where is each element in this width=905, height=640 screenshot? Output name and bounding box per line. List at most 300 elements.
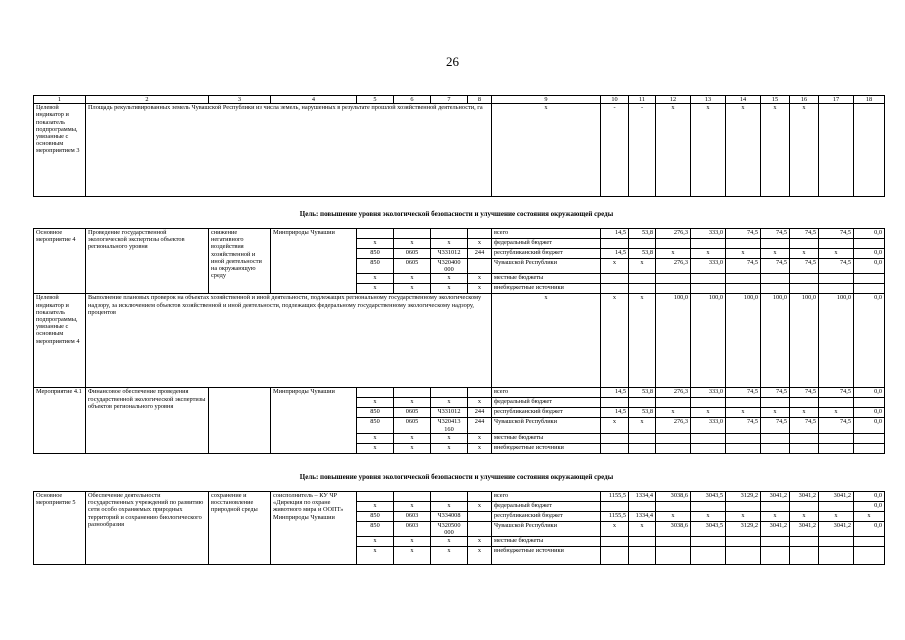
amount-cell <box>726 239 761 249</box>
header-cell: 15 <box>761 96 790 104</box>
amount-cell <box>601 433 629 443</box>
page-number: 26 <box>446 54 459 69</box>
budget-code-cell: 244 <box>468 408 492 418</box>
budget-code-cell <box>468 512 492 522</box>
amount-cell <box>790 537 819 547</box>
table-measure-4 <box>33 228 885 454</box>
header-cell: 4 <box>271 96 357 104</box>
funding-source: республиканский бюджет <box>492 249 601 259</box>
budget-code-cell <box>394 388 431 398</box>
header-row <box>34 96 885 104</box>
amount-cell: x <box>656 249 691 259</box>
amount-cell <box>726 274 761 284</box>
amount-cell <box>656 537 691 547</box>
amount-cell <box>656 433 691 443</box>
finance-row <box>34 492 885 502</box>
budget-code-cell: x <box>357 502 394 512</box>
amount-cell <box>691 239 726 249</box>
amount-cell <box>691 284 726 294</box>
finance-row <box>34 388 885 398</box>
funding-source: федеральный бюджет <box>492 398 601 408</box>
budget-code-cell: x <box>468 502 492 512</box>
indicator-3-value: - <box>601 104 629 197</box>
amount-cell: 74,5 <box>790 418 819 433</box>
amount-cell <box>761 537 790 547</box>
budget-code-cell: x <box>468 537 492 547</box>
amount-cell: 3038,6 <box>656 492 691 502</box>
amount-cell <box>819 239 854 249</box>
funding-source: Чувашской Республики <box>492 418 601 433</box>
amount-cell <box>790 274 819 284</box>
header-cell: 17 <box>819 96 854 104</box>
measure-result <box>209 388 271 453</box>
budget-code-cell: x <box>357 443 394 453</box>
amount-cell <box>854 274 885 284</box>
indicator-4-value: 100,0 <box>790 294 819 388</box>
table-measure-5 <box>33 491 885 565</box>
indicator-3-value: x <box>761 104 790 197</box>
amount-cell <box>790 284 819 294</box>
budget-code-cell: 0605 <box>394 249 431 259</box>
amount-cell: 0,0 <box>854 418 885 433</box>
amount-cell <box>726 547 761 565</box>
header-cell: 10 <box>601 96 629 104</box>
amount-cell <box>790 398 819 408</box>
amount-cell <box>601 239 629 249</box>
budget-code-cell: x <box>431 398 468 408</box>
amount-cell: x <box>761 408 790 418</box>
funding-source: всего <box>492 229 601 239</box>
amount-cell <box>854 398 885 408</box>
indicator-4-value: 100,0 <box>819 294 854 388</box>
budget-code-cell: x <box>468 284 492 294</box>
indicator-3-value <box>854 104 885 197</box>
amount-cell: 3041,2 <box>790 522 819 537</box>
amount-cell: 53,8 <box>629 408 656 418</box>
budget-code-cell: x <box>394 239 431 249</box>
header-cell: 6 <box>394 96 431 104</box>
measure-type: Основное мероприятие 5 <box>34 492 86 565</box>
funding-source: внебюджетные источники <box>492 284 601 294</box>
budget-code-cell: 850 <box>357 522 394 537</box>
amount-cell <box>854 547 885 565</box>
amount-cell <box>790 502 819 512</box>
funding-source: местные бюджеты <box>492 274 601 284</box>
measure-result: сохранение и восстановление природной среды <box>209 492 271 565</box>
budget-code-cell: 0603 <box>394 522 431 537</box>
header-cell: 18 <box>854 96 885 104</box>
funding-source: федеральный бюджет <box>492 502 601 512</box>
amount-cell: 0,0 <box>854 229 885 239</box>
budget-code-cell: 244 <box>468 249 492 259</box>
amount-cell <box>761 398 790 408</box>
header-cell: 14 <box>726 96 761 104</box>
indicator-4-name: Выполнение плановых проверок на объектах хозяйственной и иной деятельности, подлежащих региональному государственному экологическому надзору, за исключением объектов хозяйственной и иной деятельности, подлежащих федеральному государственному экологическому надзору, процентов <box>86 294 492 388</box>
header-cell: 2 <box>86 96 209 104</box>
amount-cell: x <box>726 512 761 522</box>
amount-cell <box>656 502 691 512</box>
amount-cell <box>691 443 726 453</box>
budget-code-cell: Ч331012 <box>431 249 468 259</box>
amount-cell <box>726 398 761 408</box>
amount-cell <box>819 443 854 453</box>
table-indicator-3 <box>33 95 885 197</box>
amount-cell <box>854 239 885 249</box>
amount-cell: x <box>601 418 629 433</box>
funding-source: всего <box>492 492 601 502</box>
finance-row <box>34 229 885 239</box>
budget-code-cell: x <box>431 274 468 284</box>
indicator-4-type: Целевой индикатор и показатель подпрограммы, увязанные с основным мероприятием 4 <box>34 294 86 388</box>
amount-cell <box>629 274 656 284</box>
amount-cell <box>790 443 819 453</box>
amount-cell <box>656 274 691 284</box>
funding-source: внебюджетные источники <box>492 547 601 565</box>
budget-code-cell <box>468 492 492 502</box>
header-cell: 11 <box>629 96 656 104</box>
indicator-3-col9: x <box>492 104 601 197</box>
budget-code-cell: Ч331012 <box>431 408 468 418</box>
budget-code-cell: 850 <box>357 418 394 433</box>
budget-code-cell: x <box>394 502 431 512</box>
amount-cell: 0,0 <box>854 388 885 398</box>
amount-cell: x <box>629 259 656 274</box>
amount-cell: x <box>726 408 761 418</box>
budget-code-cell: x <box>394 284 431 294</box>
budget-code-cell: x <box>394 537 431 547</box>
budget-code-cell: x <box>468 239 492 249</box>
funding-source: местные бюджеты <box>492 433 601 443</box>
amount-cell: x <box>656 512 691 522</box>
amount-cell <box>629 443 656 453</box>
amount-cell <box>854 443 885 453</box>
budget-code-cell: x <box>394 443 431 453</box>
amount-cell: 14,5 <box>601 408 629 418</box>
indicator-3-value: - <box>629 104 656 197</box>
amount-cell: 1334,4 <box>629 512 656 522</box>
budget-code-cell: x <box>394 547 431 565</box>
budget-code-cell: 850 <box>357 408 394 418</box>
amount-cell: 74,5 <box>790 229 819 239</box>
amount-cell: 74,5 <box>790 388 819 398</box>
budget-code-cell <box>431 492 468 502</box>
funding-source: внебюджетные источники <box>492 443 601 453</box>
amount-cell <box>691 274 726 284</box>
amount-cell <box>761 284 790 294</box>
budget-code-cell <box>468 229 492 239</box>
measure-executor: Минприроды Чувашии <box>271 229 357 294</box>
amount-cell <box>691 537 726 547</box>
budget-code-cell: x <box>357 547 394 565</box>
amount-cell: 3129,2 <box>726 522 761 537</box>
header-cell: 5 <box>357 96 394 104</box>
amount-cell: 74,5 <box>819 418 854 433</box>
amount-cell <box>790 433 819 443</box>
funding-source: всего <box>492 388 601 398</box>
amount-cell: 3041,2 <box>819 522 854 537</box>
budget-code-cell: x <box>431 433 468 443</box>
amount-cell: 3043,5 <box>691 522 726 537</box>
measure-41-rows <box>34 388 885 453</box>
amount-cell <box>819 398 854 408</box>
amount-cell <box>601 274 629 284</box>
amount-cell <box>629 502 656 512</box>
amount-cell: 74,5 <box>761 418 790 433</box>
amount-cell <box>656 284 691 294</box>
header-cell: 9 <box>492 96 601 104</box>
header-cell: 1 <box>34 96 86 104</box>
amount-cell: 53,8 <box>629 249 656 259</box>
budget-code-cell: 0605 <box>394 418 431 433</box>
amount-cell: 14,5 <box>601 249 629 259</box>
indicator-4-value: 100,0 <box>726 294 761 388</box>
amount-cell <box>656 443 691 453</box>
amount-cell: x <box>656 408 691 418</box>
header-cell: 16 <box>790 96 819 104</box>
budget-code-cell <box>468 259 492 274</box>
amount-cell: 74,5 <box>726 259 761 274</box>
budget-code-cell: Ч320413 160 <box>431 418 468 433</box>
budget-code-cell: x <box>357 284 394 294</box>
amount-cell <box>601 502 629 512</box>
budget-code-cell: x <box>394 274 431 284</box>
indicator-3-value: x <box>691 104 726 197</box>
amount-cell <box>601 398 629 408</box>
indicator-4-value: 100,0 <box>691 294 726 388</box>
measure-executor: Минприроды Чувашии <box>271 388 357 453</box>
amount-cell <box>601 547 629 565</box>
budget-code-cell <box>468 388 492 398</box>
indicator-3-value: x <box>726 104 761 197</box>
amount-cell: 3043,5 <box>691 492 726 502</box>
budget-code-cell: x <box>468 443 492 453</box>
budget-code-cell: x <box>468 547 492 565</box>
indicator-4-value: x <box>629 294 656 388</box>
header-cell: 7 <box>431 96 468 104</box>
amount-cell: x <box>790 512 819 522</box>
budget-code-cell: x <box>357 239 394 249</box>
amount-cell <box>819 502 854 512</box>
measure-type: Мероприятие 4.1 <box>34 388 86 453</box>
amount-cell: 276,3 <box>656 259 691 274</box>
budget-code-cell: x <box>357 433 394 443</box>
goal-heading: Цель: повышение уровня экологической безопасности и улучшение состояния окружающей среды <box>299 210 614 218</box>
amount-cell <box>629 537 656 547</box>
amount-cell: 53,8 <box>629 229 656 239</box>
amount-cell: 74,5 <box>819 259 854 274</box>
amount-cell: x <box>819 249 854 259</box>
budget-code-cell: Ч320400 000 <box>431 259 468 274</box>
amount-cell <box>819 537 854 547</box>
amount-cell: 3041,2 <box>761 492 790 502</box>
amount-cell: x <box>726 249 761 259</box>
budget-code-cell: 0605 <box>394 259 431 274</box>
amount-cell: 0,0 <box>854 259 885 274</box>
budget-code-cell: x <box>431 537 468 547</box>
amount-cell <box>629 398 656 408</box>
amount-cell: 1155,5 <box>601 512 629 522</box>
indicator-3-value: x <box>656 104 691 197</box>
measure-executor: соисполнитель – КУ ЧР «Дирекция по охране животного мира и ООПТ» Минприроды Чувашии <box>271 492 357 565</box>
budget-code-cell: x <box>431 239 468 249</box>
measure-4-rows <box>34 229 885 294</box>
amount-cell <box>629 284 656 294</box>
budget-code-cell: x <box>357 398 394 408</box>
amount-cell: 333,0 <box>691 418 726 433</box>
amount-cell <box>761 433 790 443</box>
amount-cell: 333,0 <box>691 259 726 274</box>
measure-name: Проведение государственной экологической экспертизы объектов регионального уровня <box>86 229 209 294</box>
budget-code-cell: 850 <box>357 249 394 259</box>
budget-code-cell: x <box>431 284 468 294</box>
budget-code-cell <box>394 492 431 502</box>
measure-result: снижение негативного воздействия хозяйственной и иной деятельности на окружающую среду <box>209 229 271 294</box>
amount-cell <box>854 537 885 547</box>
amount-cell: 74,5 <box>761 259 790 274</box>
amount-cell <box>629 239 656 249</box>
amount-cell <box>726 433 761 443</box>
amount-cell: 276,3 <box>656 229 691 239</box>
amount-cell <box>601 284 629 294</box>
indicator-4-value: 100,0 <box>761 294 790 388</box>
budget-code-cell: x <box>431 502 468 512</box>
indicator-4-col9: x <box>492 294 601 388</box>
amount-cell <box>691 433 726 443</box>
budget-code-cell: 0605 <box>394 408 431 418</box>
budget-code-cell: x <box>394 398 431 408</box>
budget-code-cell <box>357 388 394 398</box>
amount-cell <box>819 284 854 294</box>
amount-cell <box>854 433 885 443</box>
header-cell: 8 <box>468 96 492 104</box>
amount-cell <box>691 502 726 512</box>
amount-cell: x <box>601 522 629 537</box>
amount-cell: 3041,2 <box>761 522 790 537</box>
budget-code-cell: x <box>357 537 394 547</box>
amount-cell: 333,0 <box>691 388 726 398</box>
amount-cell <box>656 239 691 249</box>
budget-code-cell: 850 <box>357 512 394 522</box>
amount-cell: x <box>819 408 854 418</box>
amount-cell: x <box>691 249 726 259</box>
measure-name: Финансовое обеспечение проведения государственной экологической экспертизы объектов регионального уровня <box>86 388 209 453</box>
funding-source: республиканский бюджет <box>492 512 601 522</box>
amount-cell: 74,5 <box>819 229 854 239</box>
amount-cell <box>761 239 790 249</box>
header-cell: 12 <box>656 96 691 104</box>
budget-code-cell: x <box>357 274 394 284</box>
amount-cell: 3041,2 <box>819 492 854 502</box>
amount-cell <box>726 502 761 512</box>
amount-cell <box>656 398 691 408</box>
indicator-3-value: x <box>790 104 819 197</box>
amount-cell <box>726 537 761 547</box>
budget-code-cell <box>431 388 468 398</box>
amount-cell: 74,5 <box>761 229 790 239</box>
amount-cell <box>629 433 656 443</box>
amount-cell: 74,5 <box>726 418 761 433</box>
budget-code-cell: x <box>431 547 468 565</box>
amount-cell: x <box>691 512 726 522</box>
funding-source: республиканский бюджет <box>492 408 601 418</box>
amount-cell: x <box>691 408 726 418</box>
amount-cell: 53,8 <box>629 388 656 398</box>
amount-cell: 3038,6 <box>656 522 691 537</box>
goal-heading: Цель: повышение уровня экологической безопасности и улучшение состояния окружающей среды <box>299 473 614 481</box>
budget-code-cell <box>357 229 394 239</box>
indicator-3-value <box>819 104 854 197</box>
budget-code-cell: x <box>468 274 492 284</box>
amount-cell: 0,0 <box>854 522 885 537</box>
amount-cell: x <box>601 259 629 274</box>
amount-cell: 74,5 <box>761 388 790 398</box>
amount-cell: 14,5 <box>601 388 629 398</box>
amount-cell: 1155,5 <box>601 492 629 502</box>
measure-name: Обеспечение деятельности государственных учреждений по развитию сети особо охраняемых природных территорий и сохранению биологического разнообразия <box>86 492 209 565</box>
amount-cell <box>601 443 629 453</box>
amount-cell: 276,3 <box>656 388 691 398</box>
amount-cell <box>854 284 885 294</box>
indicator-4-value: 0,0 <box>854 294 885 388</box>
measure-type: Основное мероприятие 4 <box>34 229 86 294</box>
indicator-4-value: 100,0 <box>656 294 691 388</box>
budget-code-cell: 0603 <box>394 512 431 522</box>
indicator-4-value: x <box>601 294 629 388</box>
amount-cell <box>656 547 691 565</box>
amount-cell: 14,5 <box>601 229 629 239</box>
amount-cell: 74,5 <box>726 388 761 398</box>
indicator-4-row <box>34 294 885 388</box>
amount-cell <box>761 502 790 512</box>
funding-source: Чувашской Республики <box>492 522 601 537</box>
amount-cell: x <box>629 418 656 433</box>
indicator-3-type: Целевой индикатор и показатель подпрограммы, увязанные с основным мероприятием 3 <box>34 104 86 197</box>
amount-cell <box>761 547 790 565</box>
header-cell: 13 <box>691 96 726 104</box>
amount-cell <box>790 239 819 249</box>
funding-source: федеральный бюджет <box>492 239 601 249</box>
budget-code-cell <box>394 229 431 239</box>
funding-source: местные бюджеты <box>492 537 601 547</box>
amount-cell: 3041,2 <box>790 492 819 502</box>
budget-code-cell: Ч334008 <box>431 512 468 522</box>
amount-cell: x <box>819 512 854 522</box>
budget-code-cell: x <box>468 398 492 408</box>
amount-cell: 333,0 <box>691 229 726 239</box>
amount-cell: 74,5 <box>819 388 854 398</box>
amount-cell: x <box>629 522 656 537</box>
budget-code-cell <box>468 522 492 537</box>
amount-cell <box>761 443 790 453</box>
amount-cell: 1334,4 <box>629 492 656 502</box>
amount-cell: x <box>761 512 790 522</box>
budget-code-cell: x <box>394 433 431 443</box>
amount-cell: 0,0 <box>854 249 885 259</box>
amount-cell <box>761 274 790 284</box>
amount-cell: x <box>790 249 819 259</box>
amount-cell <box>819 547 854 565</box>
amount-cell: 0,0 <box>854 502 885 512</box>
amount-cell <box>691 398 726 408</box>
indicator-3-row <box>34 104 885 197</box>
amount-cell <box>629 547 656 565</box>
budget-code-cell: x <box>431 443 468 453</box>
measure-5-rows <box>34 492 885 565</box>
amount-cell: x <box>854 512 885 522</box>
amount-cell <box>819 274 854 284</box>
amount-cell: 74,5 <box>790 259 819 274</box>
amount-cell <box>691 547 726 565</box>
